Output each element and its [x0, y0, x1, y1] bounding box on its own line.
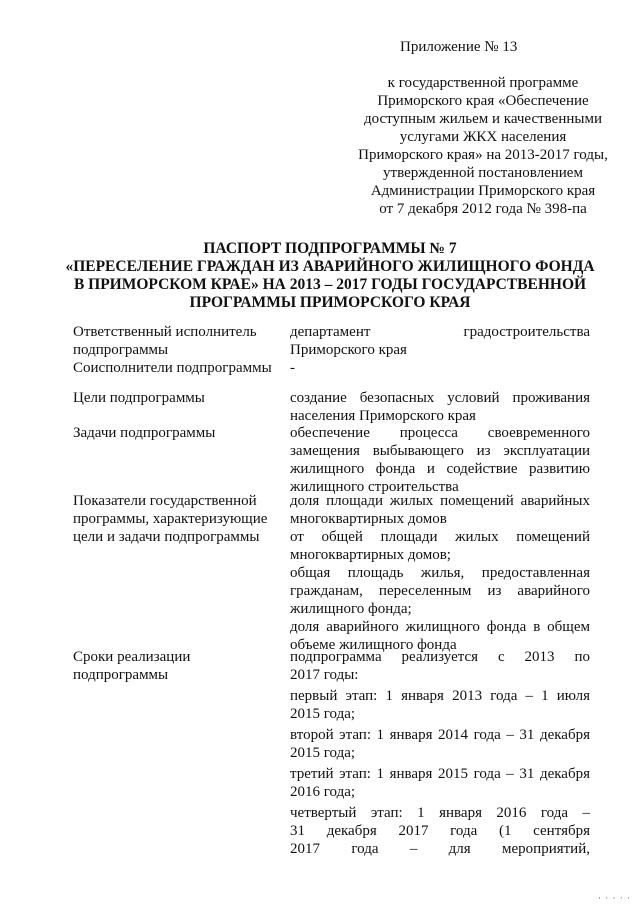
- value-line: обеспечение процесса своевременного: [290, 425, 590, 441]
- appendix-line: утвержденной постановлением: [383, 165, 583, 181]
- tasks-value: [290, 424, 590, 496]
- terms-label: [73, 648, 278, 684]
- value-line: 2015 года;: [290, 706, 356, 722]
- appendix-line: Администрации Приморского края: [370, 183, 596, 199]
- value-line: третий этап: 1 января 2015 года – 31 декабря: [290, 766, 590, 782]
- value-line: четвертый этап: 1 января 2016 года –: [290, 805, 590, 821]
- title-line: ПАСПОРТ ПОДПРОГРАММЫ № 7: [203, 240, 457, 257]
- value-line: объеме жилищного фонда: [290, 637, 457, 653]
- value-line: общая площадь жилья, предоставленная: [290, 565, 590, 581]
- value-line: -: [290, 360, 295, 376]
- title-line: ПРОГРАММЫ ПРИМОРСКОГО КРАЯ: [189, 294, 471, 311]
- indicators-value: [290, 492, 590, 654]
- appendix-line: от 7 декабря 2012 года № 398-па: [379, 201, 587, 217]
- goals-value: [290, 389, 590, 425]
- label-line: Показатели государственной: [73, 493, 257, 509]
- appendix-line: доступным жильем и качественными: [363, 111, 602, 127]
- value-line: доля аварийного жилищного фонда в общем: [290, 619, 590, 635]
- appendix-number: Приложение № 13: [400, 39, 518, 55]
- value-line: 2016 года;: [290, 784, 356, 800]
- value-line: 2017 годы:: [290, 667, 359, 683]
- label-line: подпрограммы: [73, 667, 169, 683]
- title-line: В ПРИМОРСКОМ КРАЕ» НА 2013 – 2017 ГОДЫ ГОСУДАРСТВЕННОЙ: [73, 276, 587, 293]
- value-line: многоквартирных домов;: [290, 547, 451, 563]
- appendix-line: Приморского края» на 2013-2017 годы,: [358, 147, 608, 163]
- appendix-reference: [318, 74, 640, 218]
- tasks-label: [73, 424, 278, 442]
- indicators-label: [73, 492, 278, 546]
- label-line: Соисполнители подпрограммы: [73, 360, 272, 376]
- value-line: замещения выбывающего из эксплуатации: [290, 443, 590, 459]
- label-line: Сроки реализации: [73, 649, 191, 665]
- appendix-line: Приморского края «Обеспечение: [377, 93, 589, 109]
- value-line: многоквартирных домов: [290, 511, 447, 527]
- value-line: создание безопасных условий проживания: [290, 390, 590, 406]
- value-line: второй этап: 1 января 2014 года – 31 декабря: [290, 727, 590, 743]
- coexecutors-value: [290, 359, 590, 377]
- label-line: цели и задачи подпрограммы: [73, 529, 260, 545]
- terms-value: [290, 648, 590, 858]
- document-title: [40, 240, 620, 312]
- scan-mark: · · · · ·: [598, 893, 631, 903]
- value-line: департамент градостроительства: [290, 324, 590, 340]
- appendix-line: к государственной программе: [387, 75, 579, 91]
- value-line: подпрограмма реализуется с 2013 по: [290, 649, 590, 665]
- value-line: жилищного строительства: [290, 479, 459, 495]
- appendix-line: услугами ЖКХ населения: [399, 129, 567, 145]
- label-line: Цели подпрограммы: [73, 390, 205, 406]
- label-line: программы, характеризующие: [73, 511, 268, 527]
- coexecutors-label: [73, 359, 278, 377]
- responsible-value: [290, 323, 590, 359]
- value-line: жилищного фонда и содействие развитию: [290, 461, 590, 477]
- goals-label: [73, 389, 278, 407]
- label-line: Задачи подпрограммы: [73, 425, 216, 441]
- value-line: первый этап: 1 января 2013 года – 1 июля: [290, 688, 590, 704]
- value-line: гражданам, переселенным из аварийного: [290, 583, 590, 599]
- value-line: 2017 года – для мероприятий,: [290, 841, 590, 857]
- responsible-label: [73, 323, 278, 359]
- value-line: Приморского края: [290, 342, 407, 358]
- value-line: от общей площади жилых помещений: [290, 529, 590, 545]
- value-line: жилищного фонда;: [290, 601, 412, 617]
- label-line: подпрограммы: [73, 342, 169, 358]
- label-line: Ответственный исполнитель: [73, 324, 257, 340]
- value-line: 31 декабря 2017 года (1 сентября: [290, 823, 590, 839]
- title-line: «ПЕРЕСЕЛЕНИЕ ГРАЖДАН ИЗ АВАРИЙНОГО ЖИЛИЩНОГО ФОНДА: [65, 258, 595, 275]
- value-line: населения Приморского края: [290, 408, 476, 424]
- value-line: доля площади жилых помещений аварийных: [290, 493, 590, 509]
- value-line: 2015 года;: [290, 745, 356, 761]
